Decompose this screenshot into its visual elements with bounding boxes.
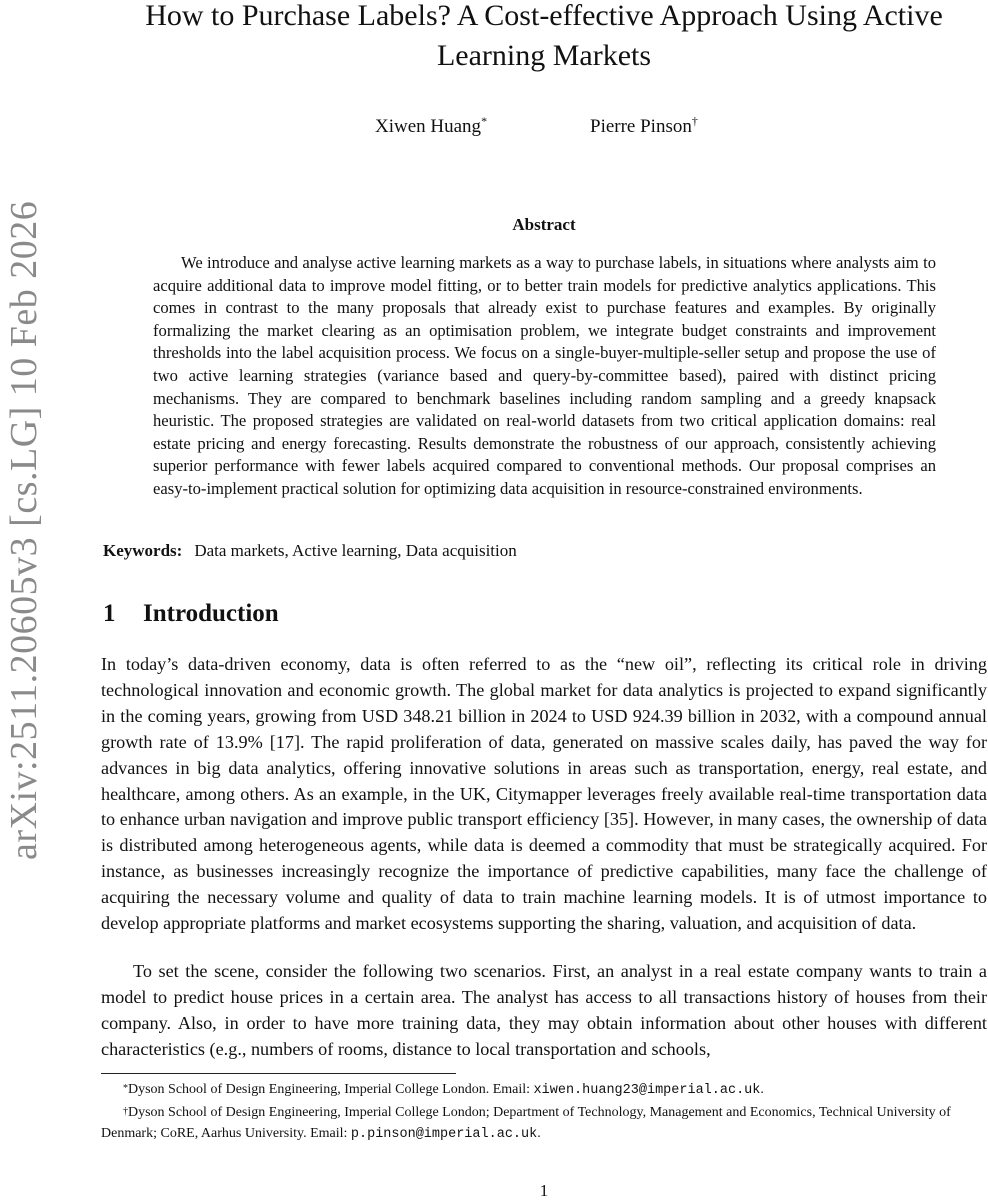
author-name: Pierre Pinson	[590, 116, 692, 137]
author-mark: *	[481, 114, 488, 128]
footnote-text: Dyson School of Design Engineering, Imperial College London; Department of Technology, Management and Economics, Technical University of Denmark; CoRE, Aarhus University. Email:	[101, 1104, 951, 1141]
paper-title: How to Purchase Labels? A Cost-effective Approach Using Active Learning Markets	[145, 0, 943, 72]
footnote-end: .	[760, 1082, 764, 1097]
section-number: 1	[103, 600, 116, 627]
footnote	[101, 1079, 987, 1102]
footnote-mark: *	[123, 1083, 128, 1094]
body-paragraph: To set the scene, consider the following two scenarios. First, an analyst in a real estate company wants to train a model to predict house prices in a certain area. The analyst has access to all transactions history of houses from their company. Also, in order to have more training data, they may obtain information about other houses with different characteristics (e.g., numbers of rooms, distance to local transportation and schools,	[101, 961, 987, 1059]
section-title: Introduction	[143, 600, 279, 627]
footnote-end: .	[537, 1126, 541, 1141]
email-address: p.pinson@imperial.ac.uk	[350, 1127, 538, 1142]
body-paragraph: In today’s data-driven economy, data is often referred to as the “new oil”, reflecting its critical role in driving technological innovation and economic growth. The global market for data analytics is projected to expand significantly in the coming years, growing from USD 348.21 billion in 2024 to USD 924.39 billion in 2032, with a compound annual growth rate of 13.9% [17]. The rapid proliferation of data, generated on massive scales daily, has paved the way for advances in big data analytics, offering innovative solutions in areas such as transportation, energy, real estate, and healthcare, among others. As an example, in the UK, Citymapper leverages freely available real-time transportation data to enhance urban navigation and improve public transport efficiency [35]. However, in many cases, the ownership of data is distributed among heterogeneous agents, while data is deemed a commodity that must be strategically acquired. For instance, as businesses increasingly recognize the importance of predictive capabilities, many face the challenge of acquiring the necessary volume and quality of data to train machine learning models. It is of utmost importance to develop appropriate platforms and market ecosystems supporting the sharing, valuation, and acquisition of data.	[101, 654, 987, 934]
author	[375, 116, 487, 138]
footnotes	[101, 1079, 987, 1146]
keywords-label: Keywords:	[103, 541, 183, 560]
author-name: Xiwen Huang	[375, 116, 482, 137]
footnote-text: Dyson School of Design Engineering, Imperial College London. Email:	[128, 1082, 534, 1097]
keywords-text: Data markets, Active learning, Data acquisition	[194, 541, 517, 560]
page-number: 1	[539, 1181, 549, 1200]
author	[590, 116, 698, 138]
keywords	[103, 541, 517, 561]
section-heading	[103, 600, 279, 628]
author-list	[100, 116, 988, 140]
footnote-mark: †	[123, 1105, 128, 1117]
author-mark: †	[691, 114, 698, 128]
arxiv-identifier: arXiv:2511.20605v3 [cs.LG] 10 Feb 2026	[3, 200, 45, 860]
abstract-text: We introduce and analyse active learning markets as a way to purchase labels, in situations where analysts aim to acquire additional data to improve model fitting, or to better train models for predictive analytics applications. This comes in contrast to the many proposals that already exist to purchase features and examples. By originally formalizing the market clearing as an optimisation problem, we integrate budget constraints and improvement thresholds into the label acquisition process. We focus on a single-buyer-multiple-seller setup and propose the use of two active learning strategies (variance based and query-by-committee based), paired with distinct pricing mechanisms. They are compared to benchmark baselines including random sampling and a greedy knapsack heuristic. The proposed strategies are validated on real-world datasets from two critical application domains: real estate pricing and energy forecasting. Results demonstrate the robustness of our approach, consistently achieving superior performance with fewer labels acquired compared to conventional methods. Our proposal comprises an easy-to-implement practical solution for optimizing data acquisition in resource-constrained environments.	[153, 253, 936, 498]
abstract-heading: Abstract	[512, 215, 576, 234]
footnote	[101, 1102, 987, 1146]
footnote-rule	[101, 1073, 456, 1074]
email-address: xiwen.huang23@imperial.ac.uk	[533, 1083, 761, 1098]
